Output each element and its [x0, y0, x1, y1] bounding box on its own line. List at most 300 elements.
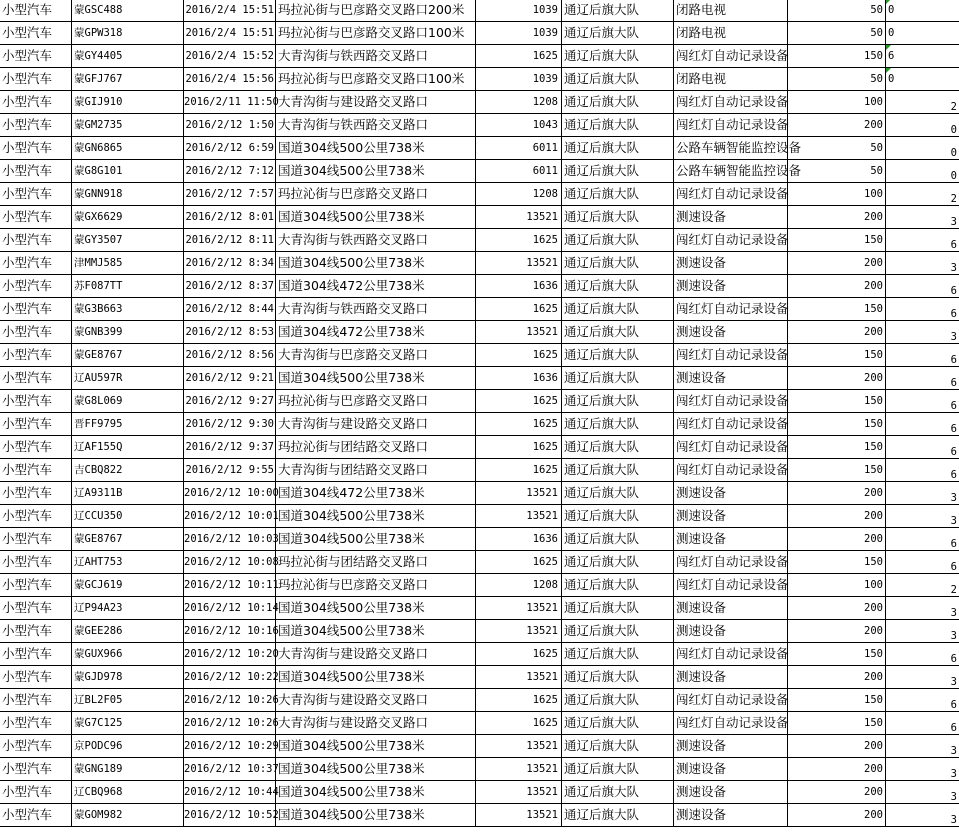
violation-time-cell[interactable]: 2016/2/12 10:11 [184, 574, 276, 596]
table-row[interactable] [0, 22, 959, 45]
capture-device-cell[interactable]: 测速设备 [674, 505, 788, 527]
violation-code-cell[interactable]: 1636 [476, 528, 562, 550]
violation-code-cell[interactable]: 1625 [476, 229, 562, 251]
plate-number-cell[interactable]: 苏F087TT [72, 275, 184, 297]
fine-amount-cell[interactable]: 200 [788, 666, 886, 688]
vehicle-type-cell[interactable]: 小型汽车 [0, 781, 72, 803]
table-row[interactable] [0, 298, 959, 321]
plate-number-cell[interactable]: 蒙GY4405 [72, 45, 184, 67]
table-row[interactable] [0, 252, 959, 275]
police-unit-cell[interactable]: 通辽后旗大队 [562, 643, 674, 665]
location-cell[interactable]: 国道304线500公里738米 [276, 666, 476, 688]
capture-device-cell[interactable]: 闭路电视 [674, 22, 788, 44]
penalty-points-cell[interactable]: 6 [950, 308, 957, 320]
violation-time-cell[interactable]: 2016/2/12 9:55 [184, 459, 276, 481]
location-cell[interactable]: 国道304线500公里738米 [276, 252, 476, 274]
capture-device-cell[interactable]: 闯红灯自动记录设备 [674, 91, 788, 113]
fine-amount-cell[interactable]: 100 [788, 91, 886, 113]
violation-code-cell[interactable]: 13521 [476, 804, 562, 826]
capture-device-cell[interactable]: 闯红灯自动记录设备 [674, 574, 788, 596]
capture-device-cell[interactable]: 测速设备 [674, 620, 788, 642]
table-row[interactable] [0, 597, 959, 620]
plate-number-cell[interactable]: 晋FF9795 [72, 413, 184, 435]
vehicle-type-cell[interactable]: 小型汽车 [0, 505, 72, 527]
table-row[interactable] [0, 758, 959, 781]
capture-device-cell[interactable]: 闯红灯自动记录设备 [674, 183, 788, 205]
police-unit-cell[interactable]: 通辽后旗大队 [562, 482, 674, 504]
fine-amount-cell[interactable]: 100 [788, 183, 886, 205]
location-cell[interactable]: 国道304线472公里738米 [276, 321, 476, 343]
table-row[interactable] [0, 183, 959, 206]
penalty-points-cell[interactable]: 6 [950, 239, 957, 251]
violation-code-cell[interactable]: 1039 [476, 22, 562, 44]
police-unit-cell[interactable]: 通辽后旗大队 [562, 712, 674, 734]
violation-code-cell[interactable]: 1625 [476, 390, 562, 412]
police-unit-cell[interactable]: 通辽后旗大队 [562, 137, 674, 159]
capture-device-cell[interactable]: 闯红灯自动记录设备 [674, 689, 788, 711]
police-unit-cell[interactable]: 通辽后旗大队 [562, 183, 674, 205]
capture-device-cell[interactable]: 闯红灯自动记录设备 [674, 344, 788, 366]
fine-amount-cell[interactable]: 150 [788, 712, 886, 734]
fine-amount-cell[interactable]: 50 [788, 0, 886, 21]
penalty-points-cell[interactable]: 3 [950, 768, 957, 780]
violation-time-cell[interactable]: 2016/2/12 10:29 [184, 735, 276, 757]
plate-number-cell[interactable]: 辽AU597R [72, 367, 184, 389]
plate-number-cell[interactable]: 蒙GFJ767 [72, 68, 184, 90]
vehicle-type-cell[interactable]: 小型汽车 [0, 344, 72, 366]
violation-time-cell[interactable]: 2016/2/12 8:53 [184, 321, 276, 343]
fine-amount-cell[interactable]: 200 [788, 252, 886, 274]
location-cell[interactable]: 大青沟街与团结路交叉路口 [276, 459, 476, 481]
capture-device-cell[interactable]: 公路车辆智能监控设备 [674, 160, 788, 182]
location-cell[interactable]: 大青沟街与铁西路交叉路口 [276, 229, 476, 251]
violation-code-cell[interactable]: 1039 [476, 68, 562, 90]
violation-code-cell[interactable]: 13521 [476, 597, 562, 619]
vehicle-type-cell[interactable]: 小型汽车 [0, 275, 72, 297]
location-cell[interactable]: 国道304线500公里738米 [276, 735, 476, 757]
capture-device-cell[interactable]: 测速设备 [674, 781, 788, 803]
location-cell[interactable]: 玛拉沁街与巴彦路交叉路口200米 [276, 0, 476, 21]
police-unit-cell[interactable]: 通辽后旗大队 [562, 114, 674, 136]
penalty-points-cell[interactable]: 6 [950, 653, 957, 665]
location-cell[interactable]: 国道304线500公里738米 [276, 597, 476, 619]
fine-amount-cell[interactable]: 200 [788, 735, 886, 757]
vehicle-type-cell[interactable]: 小型汽车 [0, 597, 72, 619]
table-row[interactable] [0, 68, 959, 91]
location-cell[interactable]: 大青沟街与建设路交叉路口 [276, 712, 476, 734]
penalty-points-cell[interactable]: 6 [950, 469, 957, 481]
capture-device-cell[interactable]: 闯红灯自动记录设备 [674, 459, 788, 481]
fine-amount-cell[interactable]: 50 [788, 160, 886, 182]
vehicle-type-cell[interactable]: 小型汽车 [0, 735, 72, 757]
police-unit-cell[interactable]: 通辽后旗大队 [562, 436, 674, 458]
plate-number-cell[interactable]: 蒙GN6865 [72, 137, 184, 159]
violation-time-cell[interactable]: 2016/2/12 9:27 [184, 390, 276, 412]
table-row[interactable] [0, 482, 959, 505]
fine-amount-cell[interactable]: 200 [788, 758, 886, 780]
plate-number-cell[interactable]: 蒙GNN918 [72, 183, 184, 205]
fine-amount-cell[interactable]: 200 [788, 482, 886, 504]
fine-amount-cell[interactable]: 150 [788, 298, 886, 320]
location-cell[interactable]: 国道304线500公里738米 [276, 367, 476, 389]
violation-time-cell[interactable]: 2016/2/11 11:50 [184, 91, 276, 113]
capture-device-cell[interactable]: 闯红灯自动记录设备 [674, 45, 788, 67]
police-unit-cell[interactable]: 通辽后旗大队 [562, 91, 674, 113]
penalty-points-cell[interactable]: 3 [950, 492, 957, 504]
violation-code-cell[interactable]: 6011 [476, 160, 562, 182]
police-unit-cell[interactable]: 通辽后旗大队 [562, 528, 674, 550]
vehicle-type-cell[interactable]: 小型汽车 [0, 528, 72, 550]
penalty-points-cell[interactable]: 6 [950, 722, 957, 734]
table-row[interactable] [0, 0, 959, 22]
fine-amount-cell[interactable]: 200 [788, 804, 886, 826]
vehicle-type-cell[interactable]: 小型汽车 [0, 114, 72, 136]
plate-number-cell[interactable]: 蒙GEE286 [72, 620, 184, 642]
location-cell[interactable]: 大青沟街与巴彦路交叉路口 [276, 344, 476, 366]
plate-number-cell[interactable]: 蒙GSC488 [72, 0, 184, 21]
violation-time-cell[interactable]: 2016/2/4 15:56 [184, 68, 276, 90]
police-unit-cell[interactable]: 通辽后旗大队 [562, 413, 674, 435]
location-cell[interactable]: 玛拉沁街与巴彦路交叉路口 [276, 574, 476, 596]
capture-device-cell[interactable]: 测速设备 [674, 804, 788, 826]
table-row[interactable] [0, 321, 959, 344]
violation-code-cell[interactable]: 1043 [476, 114, 562, 136]
police-unit-cell[interactable]: 通辽后旗大队 [562, 758, 674, 780]
vehicle-type-cell[interactable]: 小型汽车 [0, 551, 72, 573]
plate-number-cell[interactable]: 蒙G7C125 [72, 712, 184, 734]
location-cell[interactable]: 玛拉沁街与巴彦路交叉路口100米 [276, 68, 476, 90]
vehicle-type-cell[interactable]: 小型汽车 [0, 459, 72, 481]
penalty-points-cell[interactable]: 0 [888, 4, 895, 16]
table-row[interactable] [0, 666, 959, 689]
penalty-points-cell[interactable]: 2 [950, 193, 957, 205]
vehicle-type-cell[interactable]: 小型汽车 [0, 574, 72, 596]
vehicle-type-cell[interactable]: 小型汽车 [0, 160, 72, 182]
penalty-points-cell[interactable]: 3 [950, 676, 957, 688]
vehicle-type-cell[interactable]: 小型汽车 [0, 206, 72, 228]
fine-amount-cell[interactable]: 150 [788, 689, 886, 711]
fine-amount-cell[interactable]: 200 [788, 275, 886, 297]
location-cell[interactable]: 玛拉沁街与团结路交叉路口 [276, 436, 476, 458]
capture-device-cell[interactable]: 闭路电视 [674, 68, 788, 90]
fine-amount-cell[interactable]: 50 [788, 22, 886, 44]
capture-device-cell[interactable]: 测速设备 [674, 735, 788, 757]
police-unit-cell[interactable]: 通辽后旗大队 [562, 252, 674, 274]
penalty-points-cell[interactable]: 6 [950, 354, 957, 366]
violation-code-cell[interactable]: 13521 [476, 735, 562, 757]
capture-device-cell[interactable]: 闯红灯自动记录设备 [674, 229, 788, 251]
police-unit-cell[interactable]: 通辽后旗大队 [562, 298, 674, 320]
vehicle-type-cell[interactable]: 小型汽车 [0, 436, 72, 458]
table-row[interactable] [0, 712, 959, 735]
vehicle-type-cell[interactable]: 小型汽车 [0, 712, 72, 734]
penalty-points-cell[interactable]: 3 [950, 216, 957, 228]
violation-time-cell[interactable]: 2016/2/12 8:56 [184, 344, 276, 366]
vehicle-type-cell[interactable]: 小型汽车 [0, 367, 72, 389]
capture-device-cell[interactable]: 测速设备 [674, 206, 788, 228]
violation-code-cell[interactable]: 1625 [476, 298, 562, 320]
capture-device-cell[interactable]: 闯红灯自动记录设备 [674, 436, 788, 458]
plate-number-cell[interactable]: 蒙GX6629 [72, 206, 184, 228]
plate-number-cell[interactable]: 蒙GIJ910 [72, 91, 184, 113]
police-unit-cell[interactable]: 通辽后旗大队 [562, 344, 674, 366]
capture-device-cell[interactable]: 测速设备 [674, 252, 788, 274]
location-cell[interactable]: 大青沟街与铁西路交叉路口 [276, 114, 476, 136]
violation-time-cell[interactable]: 2016/2/4 15:52 [184, 45, 276, 67]
penalty-points-cell[interactable]: 2 [950, 584, 957, 596]
vehicle-type-cell[interactable]: 小型汽车 [0, 68, 72, 90]
plate-number-cell[interactable]: 蒙GJD978 [72, 666, 184, 688]
police-unit-cell[interactable]: 通辽后旗大队 [562, 804, 674, 826]
fine-amount-cell[interactable]: 200 [788, 781, 886, 803]
table-row[interactable] [0, 735, 959, 758]
violation-time-cell[interactable]: 2016/2/12 6:59 [184, 137, 276, 159]
location-cell[interactable]: 国道304线500公里738米 [276, 528, 476, 550]
capture-device-cell[interactable]: 闭路电视 [674, 0, 788, 21]
plate-number-cell[interactable]: 蒙GOM982 [72, 804, 184, 826]
location-cell[interactable]: 国道304线472公里738米 [276, 482, 476, 504]
violation-code-cell[interactable]: 1625 [476, 413, 562, 435]
plate-number-cell[interactable]: 蒙GNB399 [72, 321, 184, 343]
vehicle-type-cell[interactable]: 小型汽车 [0, 298, 72, 320]
violation-code-cell[interactable]: 1625 [476, 643, 562, 665]
violation-time-cell[interactable]: 2016/2/12 9:30 [184, 413, 276, 435]
location-cell[interactable]: 国道304线500公里738米 [276, 160, 476, 182]
plate-number-cell[interactable]: 吉CBQ822 [72, 459, 184, 481]
table-row[interactable] [0, 551, 959, 574]
location-cell[interactable]: 玛拉沁街与团结路交叉路口 [276, 551, 476, 573]
police-unit-cell[interactable]: 通辽后旗大队 [562, 574, 674, 596]
penalty-points-cell[interactable]: 6 [950, 377, 957, 389]
plate-number-cell[interactable]: 辽P94A23 [72, 597, 184, 619]
vehicle-type-cell[interactable]: 小型汽车 [0, 91, 72, 113]
fine-amount-cell[interactable]: 150 [788, 45, 886, 67]
plate-number-cell[interactable]: 蒙GM2735 [72, 114, 184, 136]
vehicle-type-cell[interactable]: 小型汽车 [0, 229, 72, 251]
fine-amount-cell[interactable]: 200 [788, 114, 886, 136]
fine-amount-cell[interactable]: 200 [788, 321, 886, 343]
fine-amount-cell[interactable]: 150 [788, 344, 886, 366]
penalty-points-cell[interactable]: 3 [950, 814, 957, 826]
police-unit-cell[interactable]: 通辽后旗大队 [562, 666, 674, 688]
location-cell[interactable]: 国道304线500公里738米 [276, 804, 476, 826]
plate-number-cell[interactable]: 蒙GCJ619 [72, 574, 184, 596]
violation-code-cell[interactable]: 13521 [476, 758, 562, 780]
police-unit-cell[interactable]: 通辽后旗大队 [562, 459, 674, 481]
plate-number-cell[interactable]: 蒙GNG189 [72, 758, 184, 780]
vehicle-type-cell[interactable]: 小型汽车 [0, 482, 72, 504]
capture-device-cell[interactable]: 测速设备 [674, 275, 788, 297]
location-cell[interactable]: 大青沟街与铁西路交叉路口 [276, 45, 476, 67]
plate-number-cell[interactable]: 蒙GE8767 [72, 528, 184, 550]
penalty-points-cell[interactable]: 0 [888, 27, 895, 39]
violation-code-cell[interactable]: 13521 [476, 321, 562, 343]
police-unit-cell[interactable]: 通辽后旗大队 [562, 206, 674, 228]
table-row[interactable] [0, 804, 959, 827]
vehicle-type-cell[interactable]: 小型汽车 [0, 321, 72, 343]
capture-device-cell[interactable]: 闯红灯自动记录设备 [674, 551, 788, 573]
plate-number-cell[interactable]: 辽CBQ968 [72, 781, 184, 803]
table-row[interactable] [0, 275, 959, 298]
plate-number-cell[interactable]: 蒙GE8767 [72, 344, 184, 366]
violation-time-cell[interactable]: 2016/2/12 10:52 [184, 804, 276, 826]
violation-code-cell[interactable]: 6011 [476, 137, 562, 159]
violation-code-cell[interactable]: 13521 [476, 206, 562, 228]
police-unit-cell[interactable]: 通辽后旗大队 [562, 45, 674, 67]
location-cell[interactable]: 大青沟街与建设路交叉路口 [276, 689, 476, 711]
capture-device-cell[interactable]: 测速设备 [674, 666, 788, 688]
table-row[interactable] [0, 781, 959, 804]
violation-code-cell[interactable]: 1636 [476, 367, 562, 389]
violation-time-cell[interactable]: 2016/2/4 15:51 [184, 22, 276, 44]
fine-amount-cell[interactable]: 50 [788, 137, 886, 159]
location-cell[interactable]: 国道304线500公里738米 [276, 758, 476, 780]
violation-time-cell[interactable]: 2016/2/12 10:01 [184, 505, 276, 527]
penalty-points-cell[interactable]: 0 [888, 73, 895, 85]
fine-amount-cell[interactable]: 150 [788, 390, 886, 412]
fine-amount-cell[interactable]: 150 [788, 459, 886, 481]
penalty-points-cell[interactable]: 3 [950, 331, 957, 343]
fine-amount-cell[interactable]: 200 [788, 620, 886, 642]
vehicle-type-cell[interactable]: 小型汽车 [0, 758, 72, 780]
capture-device-cell[interactable]: 测速设备 [674, 367, 788, 389]
fine-amount-cell[interactable]: 150 [788, 413, 886, 435]
police-unit-cell[interactable]: 通辽后旗大队 [562, 275, 674, 297]
penalty-points-cell[interactable]: 0 [950, 147, 957, 159]
vehicle-type-cell[interactable]: 小型汽车 [0, 413, 72, 435]
violation-time-cell[interactable]: 2016/2/12 10:22 [184, 666, 276, 688]
police-unit-cell[interactable]: 通辽后旗大队 [562, 781, 674, 803]
vehicle-type-cell[interactable]: 小型汽车 [0, 804, 72, 826]
police-unit-cell[interactable]: 通辽后旗大队 [562, 735, 674, 757]
table-row[interactable] [0, 229, 959, 252]
capture-device-cell[interactable]: 测速设备 [674, 482, 788, 504]
table-row[interactable] [0, 643, 959, 666]
violation-code-cell[interactable]: 1625 [476, 689, 562, 711]
plate-number-cell[interactable]: 津MMJ585 [72, 252, 184, 274]
location-cell[interactable]: 国道304线500公里738米 [276, 137, 476, 159]
violation-time-cell[interactable]: 2016/2/12 9:37 [184, 436, 276, 458]
location-cell[interactable]: 玛拉沁街与巴彦路交叉路口 [276, 183, 476, 205]
table-row[interactable] [0, 620, 959, 643]
plate-number-cell[interactable]: 京PODC96 [72, 735, 184, 757]
violation-time-cell[interactable]: 2016/2/12 9:21 [184, 367, 276, 389]
location-cell[interactable]: 国道304线500公里738米 [276, 620, 476, 642]
police-unit-cell[interactable]: 通辽后旗大队 [562, 22, 674, 44]
violation-code-cell[interactable]: 1208 [476, 574, 562, 596]
capture-device-cell[interactable]: 闯红灯自动记录设备 [674, 643, 788, 665]
vehicle-type-cell[interactable]: 小型汽车 [0, 390, 72, 412]
penalty-points-cell[interactable]: 3 [950, 630, 957, 642]
police-unit-cell[interactable]: 通辽后旗大队 [562, 0, 674, 21]
fine-amount-cell[interactable]: 150 [788, 229, 886, 251]
penalty-points-cell[interactable]: 6 [950, 423, 957, 435]
table-row[interactable] [0, 505, 959, 528]
location-cell[interactable]: 大青沟街与建设路交叉路口 [276, 91, 476, 113]
location-cell[interactable]: 大青沟街与铁西路交叉路口 [276, 298, 476, 320]
plate-number-cell[interactable]: 辽A9311B [72, 482, 184, 504]
violation-code-cell[interactable]: 1625 [476, 436, 562, 458]
vehicle-type-cell[interactable]: 小型汽车 [0, 0, 72, 21]
penalty-points-cell[interactable]: 2 [950, 101, 957, 113]
violation-time-cell[interactable]: 2016/2/12 8:34 [184, 252, 276, 274]
penalty-points-cell[interactable]: 0 [950, 170, 957, 182]
penalty-points-cell[interactable]: 0 [950, 124, 957, 136]
table-row[interactable] [0, 390, 959, 413]
penalty-points-cell[interactable]: 6 [950, 538, 957, 550]
vehicle-type-cell[interactable]: 小型汽车 [0, 22, 72, 44]
table-row[interactable] [0, 367, 959, 390]
police-unit-cell[interactable]: 通辽后旗大队 [562, 390, 674, 412]
plate-number-cell[interactable]: 蒙GPW318 [72, 22, 184, 44]
fine-amount-cell[interactable]: 200 [788, 528, 886, 550]
location-cell[interactable]: 国道304线500公里738米 [276, 781, 476, 803]
violation-time-cell[interactable]: 2016/2/12 10:20 [184, 643, 276, 665]
violation-code-cell[interactable]: 13521 [476, 482, 562, 504]
violation-code-cell[interactable]: 1625 [476, 459, 562, 481]
fine-amount-cell[interactable]: 150 [788, 643, 886, 665]
plate-number-cell[interactable]: 辽AF155Q [72, 436, 184, 458]
violation-code-cell[interactable]: 1625 [476, 45, 562, 67]
violation-time-cell[interactable]: 2016/2/4 15:51 [184, 0, 276, 21]
vehicle-type-cell[interactable]: 小型汽车 [0, 252, 72, 274]
fine-amount-cell[interactable]: 200 [788, 505, 886, 527]
violation-code-cell[interactable]: 13521 [476, 505, 562, 527]
violation-time-cell[interactable]: 2016/2/12 7:12 [184, 160, 276, 182]
location-cell[interactable]: 国道304线500公里738米 [276, 505, 476, 527]
fine-amount-cell[interactable]: 200 [788, 206, 886, 228]
vehicle-type-cell[interactable]: 小型汽车 [0, 137, 72, 159]
violation-time-cell[interactable]: 2016/2/12 1:50 [184, 114, 276, 136]
capture-device-cell[interactable]: 公路车辆智能监控设备 [674, 137, 788, 159]
plate-number-cell[interactable]: 蒙G8L069 [72, 390, 184, 412]
violation-time-cell[interactable]: 2016/2/12 10:44 [184, 781, 276, 803]
location-cell[interactable]: 国道304线500公里738米 [276, 206, 476, 228]
violation-time-cell[interactable]: 2016/2/12 10:14 [184, 597, 276, 619]
penalty-points-cell[interactable]: 3 [950, 791, 957, 803]
table-row[interactable] [0, 114, 959, 137]
penalty-points-cell[interactable]: 6 [950, 400, 957, 412]
violation-time-cell[interactable]: 2016/2/12 10:00 [184, 482, 276, 504]
table-row[interactable] [0, 344, 959, 367]
plate-number-cell[interactable]: 蒙GUX966 [72, 643, 184, 665]
violation-code-cell[interactable]: 13521 [476, 252, 562, 274]
violation-time-cell[interactable]: 2016/2/12 10:08 [184, 551, 276, 573]
table-row[interactable] [0, 436, 959, 459]
plate-number-cell[interactable]: 蒙G3B663 [72, 298, 184, 320]
location-cell[interactable]: 玛拉沁街与巴彦路交叉路口100米 [276, 22, 476, 44]
violation-time-cell[interactable]: 2016/2/12 8:01 [184, 206, 276, 228]
penalty-points-cell[interactable]: 6 [950, 699, 957, 711]
police-unit-cell[interactable]: 通辽后旗大队 [562, 229, 674, 251]
vehicle-type-cell[interactable]: 小型汽车 [0, 666, 72, 688]
table-row[interactable] [0, 413, 959, 436]
violation-code-cell[interactable]: 1208 [476, 91, 562, 113]
police-unit-cell[interactable]: 通辽后旗大队 [562, 321, 674, 343]
capture-device-cell[interactable]: 测速设备 [674, 321, 788, 343]
violation-time-cell[interactable]: 2016/2/12 10:37 [184, 758, 276, 780]
location-cell[interactable]: 大青沟街与建设路交叉路口 [276, 413, 476, 435]
violation-time-cell[interactable]: 2016/2/12 7:57 [184, 183, 276, 205]
police-unit-cell[interactable]: 通辽后旗大队 [562, 68, 674, 90]
penalty-points-cell[interactable]: 3 [950, 515, 957, 527]
fine-amount-cell[interactable]: 200 [788, 597, 886, 619]
police-unit-cell[interactable]: 通辽后旗大队 [562, 597, 674, 619]
vehicle-type-cell[interactable]: 小型汽车 [0, 620, 72, 642]
violation-time-cell[interactable]: 2016/2/12 8:11 [184, 229, 276, 251]
capture-device-cell[interactable]: 闯红灯自动记录设备 [674, 712, 788, 734]
violation-time-cell[interactable]: 2016/2/12 10:26 [184, 712, 276, 734]
